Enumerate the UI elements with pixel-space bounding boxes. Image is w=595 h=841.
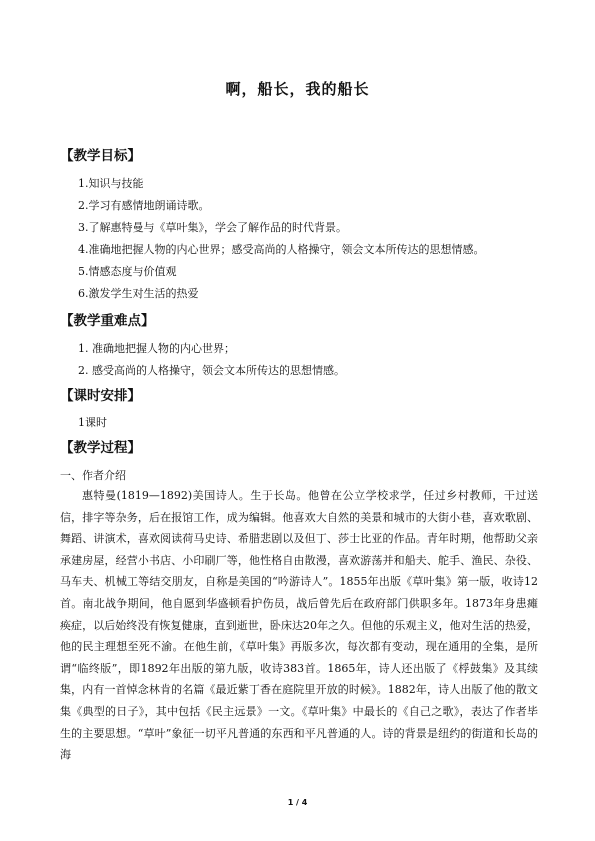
section-heading-schedule: 【课时安排】 — [60, 388, 141, 404]
page-number: 1 / 4 — [287, 798, 308, 807]
section-heading-process: 【教学过程】 — [60, 440, 141, 456]
goal-item: 4.准确地把握人物的内心世界；感受高尚的人格操守，领会文本所传达的思想情感。 — [78, 243, 485, 256]
subheading-author-intro: 一、作者介绍 — [60, 469, 126, 482]
key-point-item: 2. 感受高尚的人格操守，领会文本所传达的思想情感。 — [78, 364, 345, 377]
goal-item: 1.知识与技能 — [78, 177, 144, 190]
goal-item: 2.学习有感情地朗诵诗歌。 — [78, 199, 210, 212]
document-title: 啊，船长，我的船长 — [225, 80, 370, 98]
goal-item: 5.情感态度与价值观 — [78, 265, 177, 278]
goal-item: 3.了解惠特曼与《草叶集》，学会了解作品的时代背景。 — [78, 221, 347, 234]
section-heading-goals: 【教学目标】 — [60, 148, 141, 164]
goal-item: 6.激发学生对生活的热爱 — [78, 287, 199, 300]
key-point-item: 1. 准确地把握人物的内心世界； — [78, 342, 235, 355]
schedule-item: 1课时 — [78, 416, 107, 429]
author-intro-paragraph: 惠特曼(1819—1892)美国诗人。生于长岛。他曾在公立学校求学，任过乡村教师，干过送信，排字等杂务，后在报馆工作，成为编辑。他喜欢大自然的美景和城市的大街小巷，喜欢歌剧、舞蹈、讲演术，喜欢阅读荷马史诗、希腊悲剧以及但丁、莎士比亚的作品。青年时期，他帮助父亲承建房屋，经营小书店、小印刷厂等，他性格自由散漫，喜欢游荡并和船夫、舵手、渔民、杂役、马车夫、机械工等结交朋友，自称是美国的“吟游诗人”。1855年出版《草叶集》第一版，收诗12首。南北战争期间，他自愿到华盛顿看护伤员，战后曾先后在政府部门供职多年。1873年身患瘫痪症，以后始终没有恢复健康，直到逝世，卧床达20年之久。但他的乐观主义，他对生活的热爱，他的民主理想至死不渝。在他生前，《草叶集》再版多次，每次都有变动，现在通用的全集，是所谓“临终版”，即1892年出版的第九版，收诗383首。1865年，诗人还出版了《桴鼓集》及其续集，内有一首悼念林肯的名篇《最近紫丁香在庭院里开放的时候》。1882年，诗人出版了他的散文集《典型的日子》，其中包括《民主远景》一文。《草叶集》中最长的《自己之歌》，表达了作者毕生的主要思想。“草叶”象征一切平凡普通的东西和平凡普通的人。诗的背景是纽约的街道和长岛的海 — [60, 489, 538, 762]
section-heading-key-points: 【教学重难点】 — [60, 313, 155, 329]
